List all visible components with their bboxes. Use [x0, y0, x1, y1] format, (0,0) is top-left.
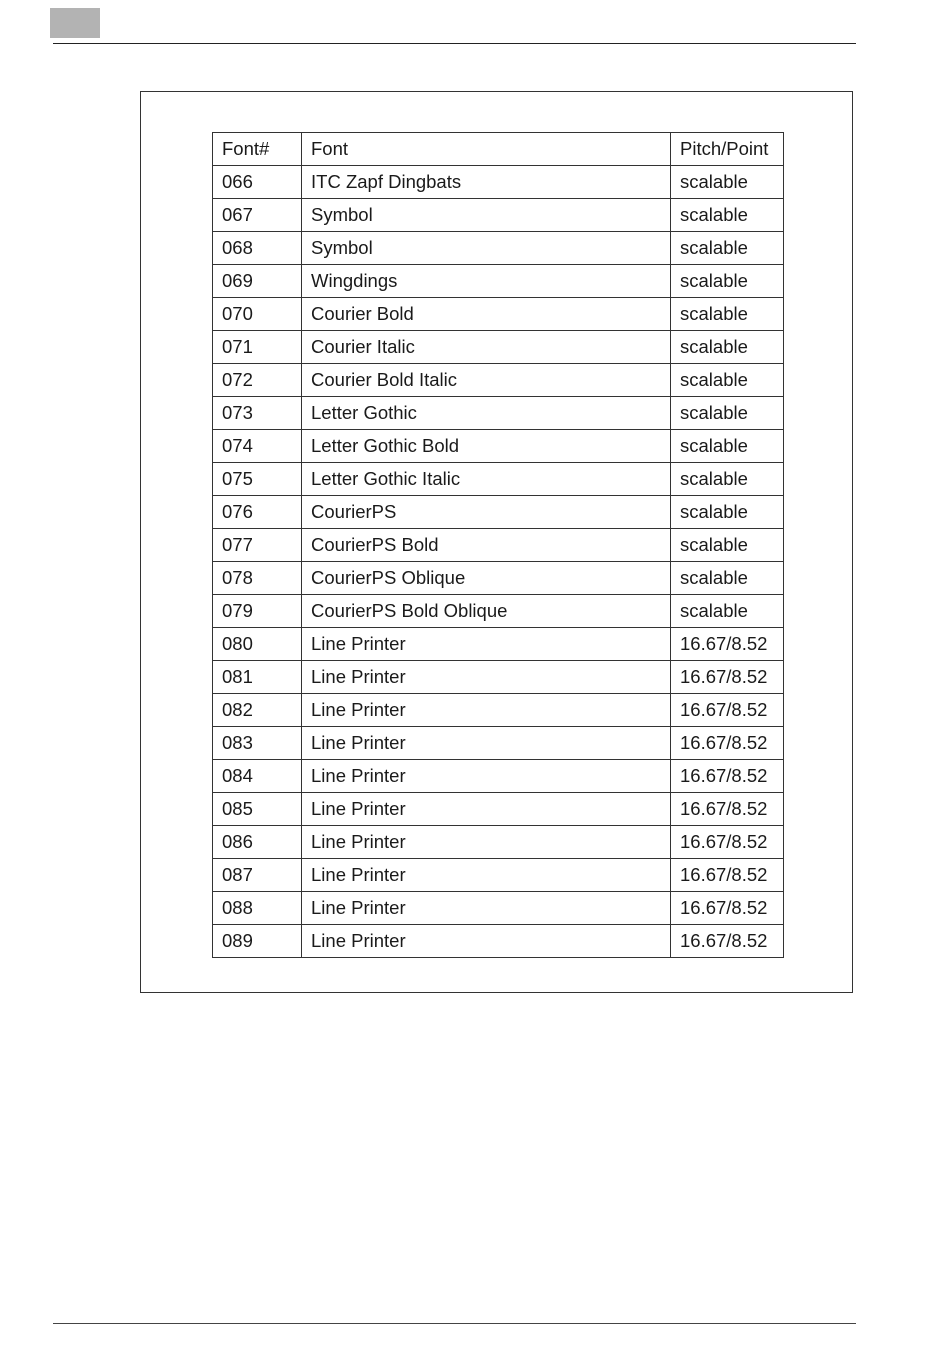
pitch-point-cell: 16.67/8.52 [671, 760, 784, 793]
table-row [213, 727, 784, 760]
font-number-cell: 072 [213, 364, 302, 397]
font-number-cell: 071 [213, 331, 302, 364]
font-name-cell: CourierPS Oblique [302, 562, 671, 595]
font-number-cell: 084 [213, 760, 302, 793]
pitch-point-cell: scalable [671, 298, 784, 331]
pitch-point-cell: 16.67/8.52 [671, 925, 784, 958]
font-number-cell: 087 [213, 859, 302, 892]
font-name-cell: Line Printer [302, 628, 671, 661]
table-row [213, 166, 784, 199]
pitch-point-cell: scalable [671, 496, 784, 529]
table-row [213, 364, 784, 397]
pitch-point-cell: 16.67/8.52 [671, 694, 784, 727]
table-row [213, 892, 784, 925]
header-pitch-point: Pitch/Point [671, 133, 784, 166]
table-row [213, 232, 784, 265]
font-name-cell: Wingdings [302, 265, 671, 298]
font-number-cell: 079 [213, 595, 302, 628]
pitch-point-cell: scalable [671, 265, 784, 298]
table-row [213, 430, 784, 463]
font-table [212, 132, 784, 958]
table-row [213, 760, 784, 793]
font-number-cell: 080 [213, 628, 302, 661]
table-row [213, 529, 784, 562]
font-name-cell: ITC Zapf Dingbats [302, 166, 671, 199]
pitch-point-cell: scalable [671, 331, 784, 364]
table-row [213, 265, 784, 298]
table-row [213, 199, 784, 232]
pitch-point-cell: scalable [671, 562, 784, 595]
font-name-cell: Courier Bold [302, 298, 671, 331]
font-number-cell: 066 [213, 166, 302, 199]
font-name-cell: Line Printer [302, 661, 671, 694]
page-number-tab [50, 8, 100, 38]
font-name-cell: Line Printer [302, 859, 671, 892]
table-row [213, 331, 784, 364]
table-row [213, 859, 784, 892]
font-name-cell: CourierPS Bold Oblique [302, 595, 671, 628]
font-name-cell: Symbol [302, 232, 671, 265]
font-number-cell: 088 [213, 892, 302, 925]
pitch-point-cell: 16.67/8.52 [671, 826, 784, 859]
font-name-cell: Letter Gothic Bold [302, 430, 671, 463]
table-row [213, 925, 784, 958]
pitch-point-cell: scalable [671, 166, 784, 199]
font-name-cell: Line Printer [302, 727, 671, 760]
table-row [213, 628, 784, 661]
font-number-cell: 074 [213, 430, 302, 463]
font-name-cell: Line Printer [302, 694, 671, 727]
font-name-cell: Symbol [302, 199, 671, 232]
pitch-point-cell: 16.67/8.52 [671, 892, 784, 925]
font-number-cell: 075 [213, 463, 302, 496]
footer-rule [53, 1323, 856, 1324]
table-row [213, 826, 784, 859]
font-name-cell: Line Printer [302, 793, 671, 826]
pitch-point-cell: 16.67/8.52 [671, 628, 784, 661]
font-number-cell: 077 [213, 529, 302, 562]
pitch-point-cell: scalable [671, 364, 784, 397]
font-number-cell: 067 [213, 199, 302, 232]
font-number-cell: 068 [213, 232, 302, 265]
font-number-cell: 089 [213, 925, 302, 958]
table-body [213, 166, 784, 958]
header-font-number: Font# [213, 133, 302, 166]
font-name-cell: Letter Gothic Italic [302, 463, 671, 496]
pitch-point-cell: scalable [671, 232, 784, 265]
font-number-cell: 085 [213, 793, 302, 826]
font-name-cell: Line Printer [302, 826, 671, 859]
pitch-point-cell: 16.67/8.52 [671, 727, 784, 760]
table-row [213, 661, 784, 694]
pitch-point-cell: scalable [671, 463, 784, 496]
font-name-cell: Courier Italic [302, 331, 671, 364]
font-number-cell: 081 [213, 661, 302, 694]
table-row [213, 793, 784, 826]
pitch-point-cell: 16.67/8.52 [671, 859, 784, 892]
font-number-cell: 083 [213, 727, 302, 760]
pitch-point-cell: scalable [671, 529, 784, 562]
font-name-cell: CourierPS [302, 496, 671, 529]
font-name-cell: Line Printer [302, 925, 671, 958]
table-header-row [213, 133, 784, 166]
pitch-point-cell: scalable [671, 595, 784, 628]
table-row [213, 562, 784, 595]
font-number-cell: 069 [213, 265, 302, 298]
font-number-cell: 086 [213, 826, 302, 859]
font-name-cell: Line Printer [302, 892, 671, 925]
font-number-cell: 070 [213, 298, 302, 331]
font-number-cell: 076 [213, 496, 302, 529]
table-row [213, 694, 784, 727]
font-number-cell: 073 [213, 397, 302, 430]
pitch-point-cell: 16.67/8.52 [671, 661, 784, 694]
pitch-point-cell: scalable [671, 199, 784, 232]
font-number-cell: 082 [213, 694, 302, 727]
header-rule [53, 43, 856, 44]
pitch-point-cell: scalable [671, 397, 784, 430]
font-name-cell: Line Printer [302, 760, 671, 793]
font-name-cell: CourierPS Bold [302, 529, 671, 562]
font-number-cell: 078 [213, 562, 302, 595]
font-name-cell: Letter Gothic [302, 397, 671, 430]
table-row [213, 463, 784, 496]
pitch-point-cell: scalable [671, 430, 784, 463]
table-row [213, 397, 784, 430]
pitch-point-cell: 16.67/8.52 [671, 793, 784, 826]
table-row [213, 496, 784, 529]
table-row [213, 595, 784, 628]
font-name-cell: Courier Bold Italic [302, 364, 671, 397]
header-font-name: Font [302, 133, 671, 166]
table-row [213, 298, 784, 331]
